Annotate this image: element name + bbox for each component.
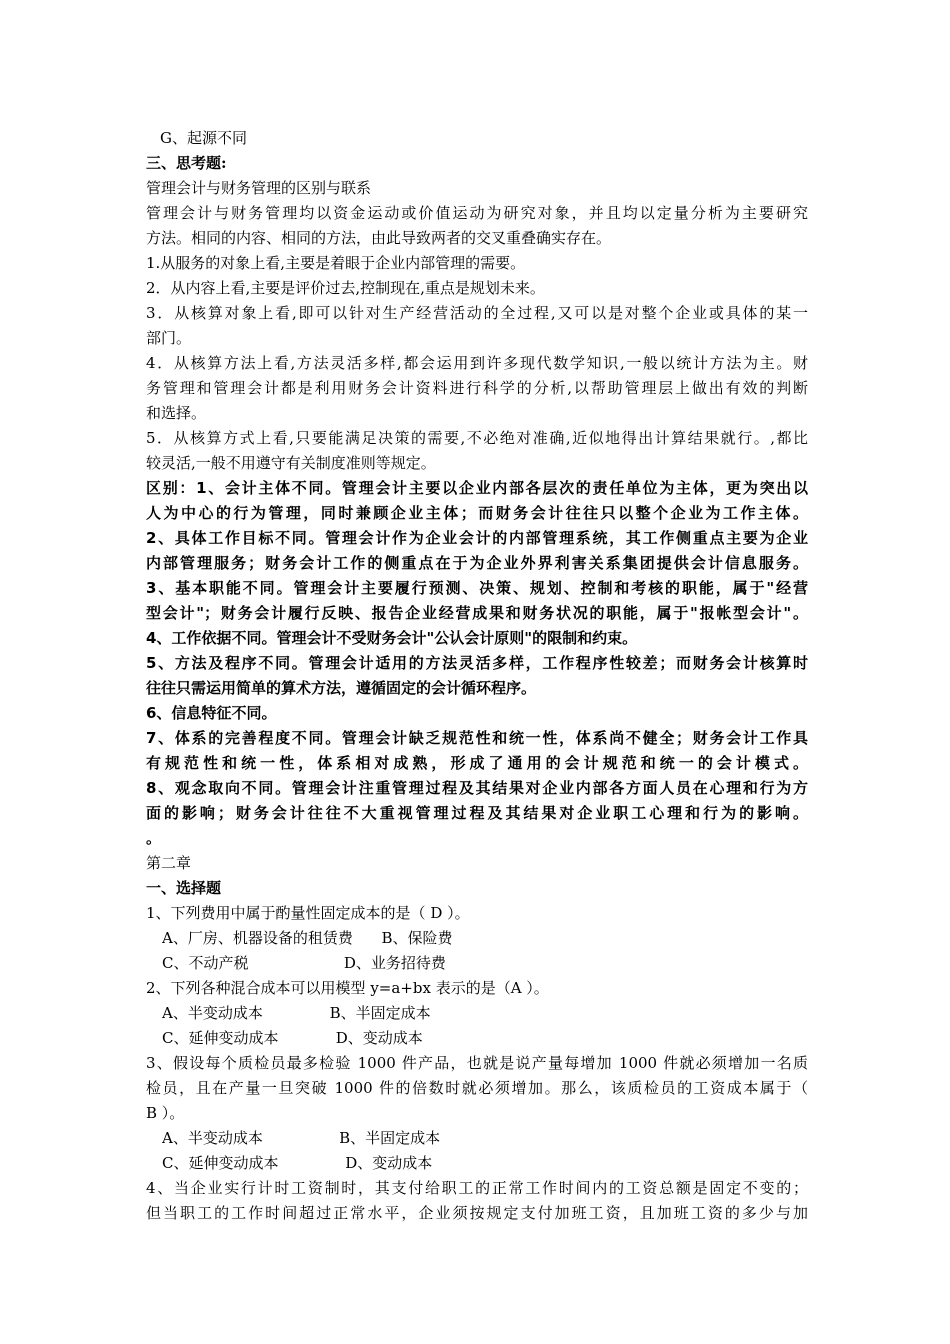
text-line: 方法。相同的内容、相同的方法，由此导致两者的交叉重叠确实存在。	[146, 229, 612, 247]
text-line: 较灵活,一般不用遵守有关制度准则等规定。	[146, 454, 436, 472]
section-heading: 三、思考题:	[146, 154, 227, 172]
section-heading: 一、选择题	[146, 879, 222, 897]
bold-text-line: 5、方法及程序不同。管理会计适用的方法灵活多样，工作程序性较差；而财务会计核算时	[146, 654, 808, 672]
bold-text-line: 内部管理服务；财务会计工作的侧重点在于为企业外界利害关系集团提供会计信息服务。	[146, 554, 808, 572]
option-line: A、半变动成本 B、半固定成本	[162, 1129, 441, 1147]
question-title: 管理会计与财务管理的区别与联系	[146, 179, 372, 197]
bold-text-line: 4、工作依据不同。管理会计不受财务会计"公认会计原则"的限制和约束。	[146, 629, 638, 647]
question-text: 1、下列费用中属于酌量性固定成本的是（ D ）。	[146, 904, 470, 922]
bold-text-line: 3、基本职能不同。管理会计主要履行预测、决策、规划、控制和考核的职能，属于"经营	[146, 579, 808, 597]
question-text: B ）。	[146, 1104, 185, 1122]
option-line: A、厂房、机器设备的租赁费 B、保险费	[162, 929, 453, 947]
bold-text-line: 有规范性和统一性，体系相对成熟，形成了通用的会计规范和统一的会计模式。	[146, 754, 808, 772]
text-line: 3．从核算对象上看,即可以针对生产经营活动的全过程,又可以是对整个企业或具体的某一	[146, 304, 808, 322]
option-line: C、不动产税 D、业务招待费	[162, 954, 446, 972]
option-line: C、延伸变动成本 D、变动成本	[162, 1029, 423, 1047]
text-line: 管理会计与财务管理均以资金运动或价值运动为研究对象，并且均以定量分析为主要研究	[146, 204, 808, 222]
text-line: 和选择。	[146, 404, 207, 422]
text-line: 部门。	[146, 329, 192, 347]
bold-text-line: 人为中心的行为管理，同时兼顾企业主体；而财务会计往往只以整个企业为工作主体。	[146, 504, 808, 522]
chapter-title: 第二章	[146, 854, 192, 872]
question-text: 3、假设每个质检员最多检验 1000 件产品，也就是说产量每增加 1000 件就必须增加一名质	[146, 1054, 808, 1072]
question-text: 2、下列各种混合成本可以用模型 y=a+bx 表示的是（A ）。	[146, 979, 549, 997]
bold-text-line: 往往只需运用简单的算术方法，遵循固定的会计循环程序。	[146, 679, 537, 697]
option-line: C、延伸变动成本 D、变动成本	[162, 1154, 433, 1172]
document-page	[146, 126, 808, 1226]
text-line: 2．从内容上看,主要是评价过去,控制现在,重点是规划未来。	[146, 279, 545, 297]
bold-text-line: 6、信息特征不同。	[146, 704, 277, 722]
text-line: 5．从核算方式上看,只要能满足决策的需要,不必绝对准确,近似地得出计算结果就行。,都比	[146, 429, 808, 447]
question-text: 检员，且在产量一旦突破 1000 件的倍数时就必须增加。那么，该质检员的工资成本属于（	[146, 1079, 808, 1097]
bold-text-line: 区别：1、会计主体不同。管理会计主要以企业内部各层次的责任单位为主体，更为突出以	[146, 479, 808, 497]
bold-text-line: 面的影响；财务会计往往不大重视管理过程及其结果对企业职工心理和行为的影响。	[146, 804, 808, 822]
question-text: 4、当企业实行计时工资制时，其支付给职工的正常工作时间内的工资总额是固定不变的；	[146, 1179, 808, 1197]
bold-text-line: 2、具体工作目标不同。管理会计作为企业会计的内部管理系统，其工作侧重点主要为企业	[146, 529, 808, 547]
text-line: 务管理和管理会计都是利用财务会计资料进行科学的分析,以帮助管理层上做出有效的判断	[146, 379, 808, 397]
text-line: 4．从核算方法上看,方法灵活多样,都会运用到许多现代数学知识,一般以统计方法为主。财	[146, 354, 808, 372]
bold-text-line: 7、体系的完善程度不同。管理会计缺乏规范性和统一性，体系尚不健全；财务会计工作具	[146, 729, 808, 747]
text-line: G、起源不同	[160, 129, 247, 147]
question-text: 但当职工的工作时间超过正常水平，企业须按规定支付加班工资，且加班工资的多少与加	[146, 1204, 808, 1222]
option-line: A、半变动成本 B、半固定成本	[162, 1004, 431, 1022]
bold-text-line: 。	[146, 829, 162, 847]
bold-text-line: 8、观念取向不同。管理会计注重管理过程及其结果对企业内部各方面人员在心理和行为方	[146, 779, 808, 797]
text-line: 1.从服务的对象上看,主要是着眼于企业内部管理的需要。	[146, 254, 526, 272]
bold-text-line: 型会计"；财务会计履行反映、报告企业经营成果和财务状况的职能，属于"报帐型会计"。	[146, 604, 808, 622]
